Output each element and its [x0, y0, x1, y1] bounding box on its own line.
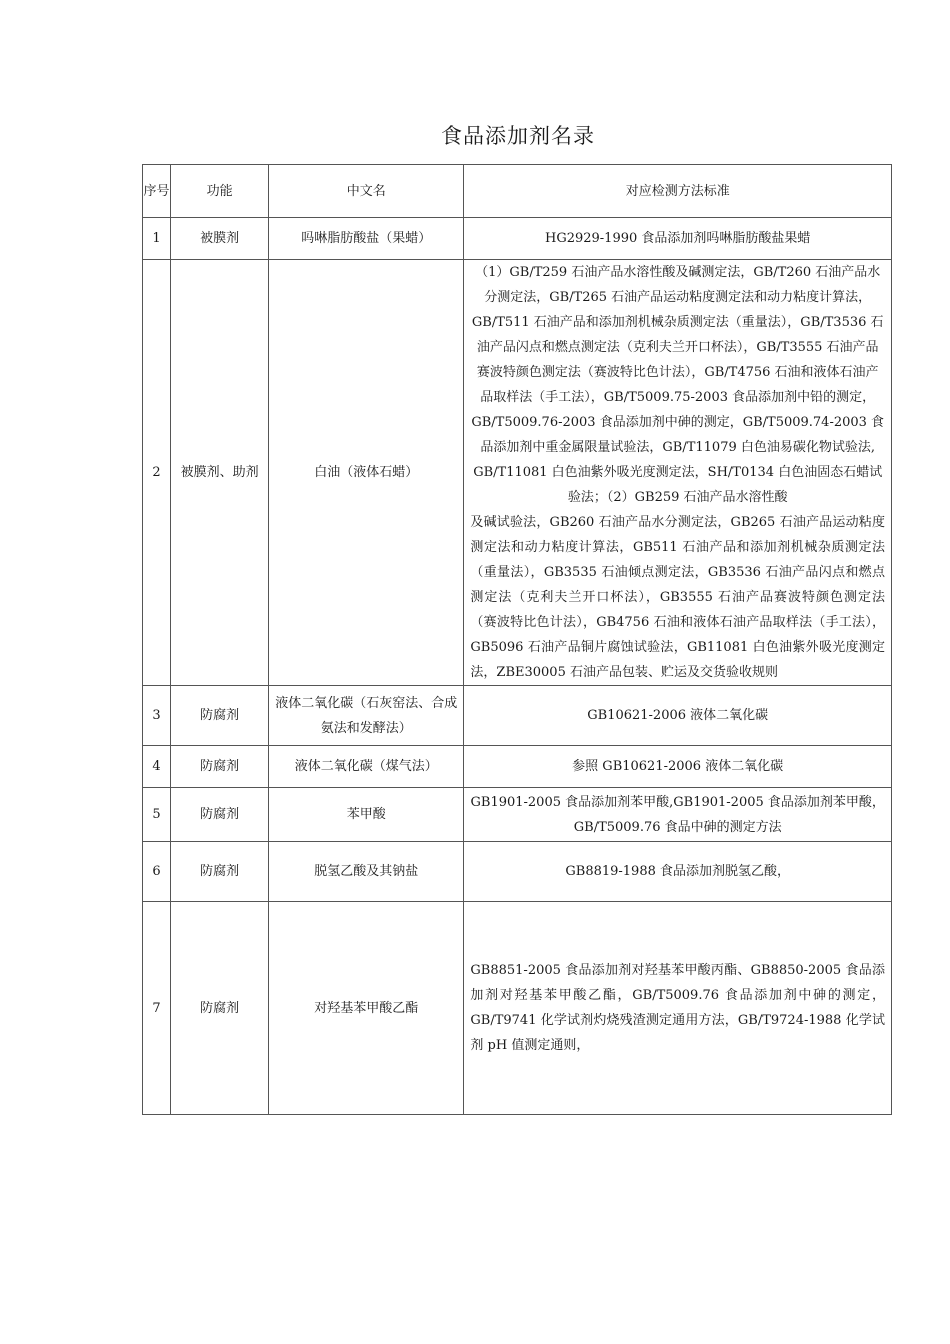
cell-standard: GB8851-2005 食品添加剂对羟基苯甲酸丙酯、GB8850-2005 食品添加剂对羟基苯甲酸乙酯，GB/T5009.76 食品添加剂中砷的测定，GB/T9741 化学试剂灼烧残渣测定通用方法，GB/T9724-1988 化学试剂 pH 值测定通则，: [464, 902, 892, 1115]
table-row: [143, 902, 892, 1115]
cell-name: 对羟基苯甲酸乙酯: [269, 902, 464, 1115]
cell-no: 3: [143, 686, 171, 746]
cell-function: 防腐剂: [171, 902, 269, 1115]
standard-part-1: （1）GB/T259 石油产品水溶性酸及碱测定法，GB/T260 石油产品水分测定法，GB/T265 石油产品运动粘度测定法和动力粘度计算法，GB/T511 石油产品和添加剂机械杂质测定法（重量法），GB/T3536 石油产品闪点和燃点测定法（克利夫兰开口杯法），GB/T3555 石油产品赛波特颜色测定法（赛波特比色计法），GB/T4756 石油和液体石油产品取样法（手工法），GB/T5009.75-2003 食品添加剂中铅的测定，GB/T5009.76-2003 食品添加剂中砷的测定，GB/T5009.74-2003 食品添加剂中重金属限量试验法，GB/T11079 白色油易碳化物试验法, GB/T11081 白色油紫外吸光度测定法，SH/T0134 白色油固态石蜡试验法；（2）GB259 石油产品水溶性酸: [471, 265, 885, 505]
cell-no: 7: [143, 902, 171, 1115]
cell-standard: 参照 GB10621-2006 液体二氧化碳: [464, 746, 892, 788]
cell-no: 2: [143, 260, 171, 686]
table-row: [143, 218, 892, 260]
cell-function: 防腐剂: [171, 686, 269, 746]
cell-name: 液体二氧化碳（石灰窑法、合成氨法和发酵法）: [269, 686, 464, 746]
additive-table: [142, 164, 892, 1115]
table-row: [143, 746, 892, 788]
table-row: [143, 788, 892, 842]
table-row: [143, 260, 892, 686]
cell-function: 防腐剂: [171, 842, 269, 902]
header-name: 中文名: [269, 165, 464, 218]
cell-no: 5: [143, 788, 171, 842]
cell-standard: [464, 260, 892, 686]
page-title: 食品添加剂名录: [441, 124, 595, 148]
table-row: [143, 686, 892, 746]
cell-name: 苯甲酸: [269, 788, 464, 842]
cell-no: 1: [143, 218, 171, 260]
cell-standard: GB10621-2006 液体二氧化碳: [464, 686, 892, 746]
cell-no: 4: [143, 746, 171, 788]
cell-standard: HG2929-1990 食品添加剂吗啉脂肪酸盐果蜡: [464, 218, 892, 260]
cell-function: 防腐剂: [171, 746, 269, 788]
header-function: 功能: [171, 165, 269, 218]
table-header-row: [143, 165, 892, 218]
cell-no: 6: [143, 842, 171, 902]
cell-function: 防腐剂: [171, 788, 269, 842]
cell-name: 吗啉脂肪酸盐（果蜡）: [269, 218, 464, 260]
header-no: 序号: [143, 165, 171, 218]
cell-name: 液体二氧化碳（煤气法）: [269, 746, 464, 788]
cell-standard: GB1901-2005 食品添加剂苯甲酸,GB1901-2005 食品添加剂苯甲酸，GB/T5009.76 食品中砷的测定方法: [464, 788, 892, 842]
header-standard: 对应检测方法标准: [464, 165, 892, 218]
cell-standard: GB8819-1988 食品添加剂脱氢乙酸，: [464, 842, 892, 902]
cell-name: 白油（液体石蜡）: [269, 260, 464, 686]
standard-part-2: 及碱试验法，GB260 石油产品水分测定法，GB265 石油产品运动粘度测定法和动力粘度计算法，GB511 石油产品和添加剂机械杂质测定法（重量法），GB3535 石油倾点测定法，GB3536 石油产品闪点和燃点测定法（克利夫兰开口杯法），GB3555 石油产品赛波特颜色测定法（赛波特比色计法），GB4756 石油和液体石油产品取样法（手工法），GB5096 石油产品铜片腐蚀试验法，GB11081 白色油紫外吸光度测定法，ZBE30005 石油产品包装、贮运及交货验收规则: [470, 515, 885, 680]
cell-name: 脱氢乙酸及其钠盐: [269, 842, 464, 902]
cell-function: 被膜剂、助剂: [171, 260, 269, 686]
cell-function: 被膜剂: [171, 218, 269, 260]
table-row: [143, 842, 892, 902]
